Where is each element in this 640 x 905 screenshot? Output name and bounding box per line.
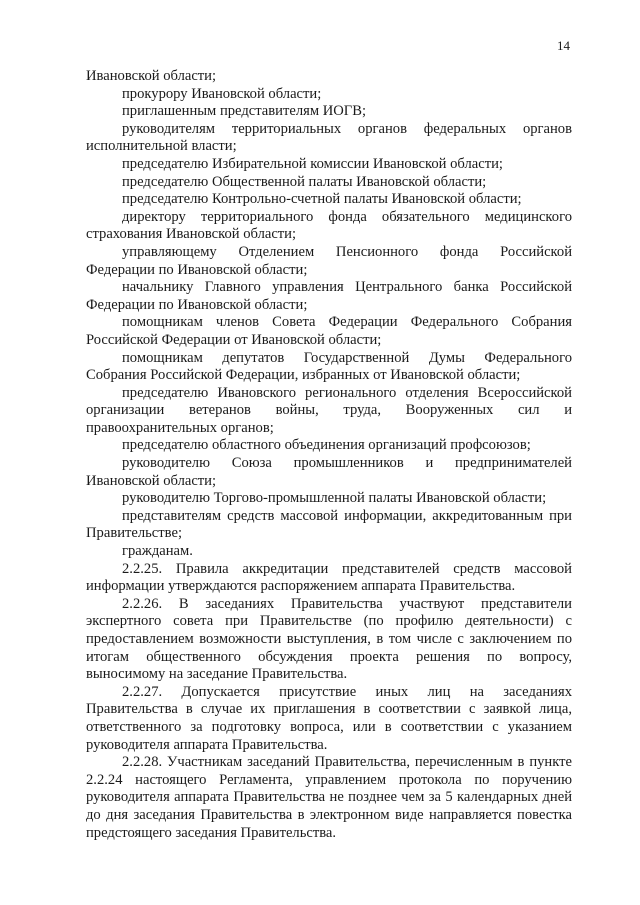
paragraph: приглашенным представителям ИОГВ; (122, 103, 367, 120)
paragraph: 2.2.28. Участникам заседаний Правительства, перечисленным в пункте 2.2.24 настоящего Регламента, управлением протокола по поручению руководителя аппарата Правительства не позднее чем за 5 календарных дней до дня заседания Правительства в электронном виде направляется повестка предстоящего заседания Правительства. (86, 754, 572, 841)
paragraph: 2.2.27. Допускается присутствие иных лиц на заседаниях Правительства в случае их приглашения в соответствии с заявкой лица, ответственного за подготовку вопроса, или в соответствии с указанием руководителя аппарата Правительства. (86, 683, 572, 753)
paragraph: Ивановской области; (86, 68, 217, 84)
paragraph: представителям средств массовой информации, аккредитованным при Правительстве; (86, 507, 572, 542)
paragraph: 2.2.26. В заседаниях Правительства участвуют представители экспертного совета при Правительстве (по профилю деятельности) с предоставлением возможности выступления, в том числе с заключением по итогам общественного обсуждения проекта решения по вопросу, выносимому на заседание Правительства. (86, 595, 572, 683)
paragraph: руководителю Союза промышленников и предпринимателей Ивановской области; (86, 455, 572, 489)
paragraph: председателю Избирательной комиссии Ивановской области; (122, 155, 503, 172)
paragraph: гражданам. (122, 543, 193, 560)
paragraph: руководителю Торгово-промышленной палаты Ивановской области; (122, 490, 547, 507)
paragraph: директору территориального фонда обязательного медицинского страхования Ивановской области; (86, 208, 572, 243)
paragraph: руководителям территориальных органов федеральных органов исполнительной власти; (86, 120, 572, 155)
document-body (86, 68, 572, 842)
paragraph: помощникам депутатов Государственной Думы Федерального Собрания Российской Федерации, избранных от Ивановской области; (86, 349, 572, 384)
paragraph: председателю Общественной палаты Ивановской области; (122, 173, 487, 190)
paragraph: прокурору Ивановской области; (122, 85, 322, 102)
paragraph: председателю Контрольно-счетной палаты Ивановской области; (122, 191, 522, 208)
paragraph: управляющему Отделением Пенсионного фонда Российской Федерации по Ивановской области; (86, 243, 572, 278)
paragraph: председателю Ивановского регионального отделения Всероссийской организации ветеранов войны, труда, Вооруженных сил и правоохранительных органов; (86, 384, 572, 436)
paragraph: 2.2.25. Правила аккредитации представителей средств массовой информации утверждаются распоряжением аппарата Правительства. (86, 560, 572, 595)
paragraph: председателю областного объединения организаций профсоюзов; (122, 437, 531, 454)
page-number: 14 (557, 38, 570, 53)
paragraph: помощникам членов Совета Федерации Федерального Собрания Российской Федерации от Ивановской области; (86, 314, 572, 348)
paragraph: начальнику Главного управления Центрального банка Российской Федерации по Ивановской области; (86, 279, 572, 313)
